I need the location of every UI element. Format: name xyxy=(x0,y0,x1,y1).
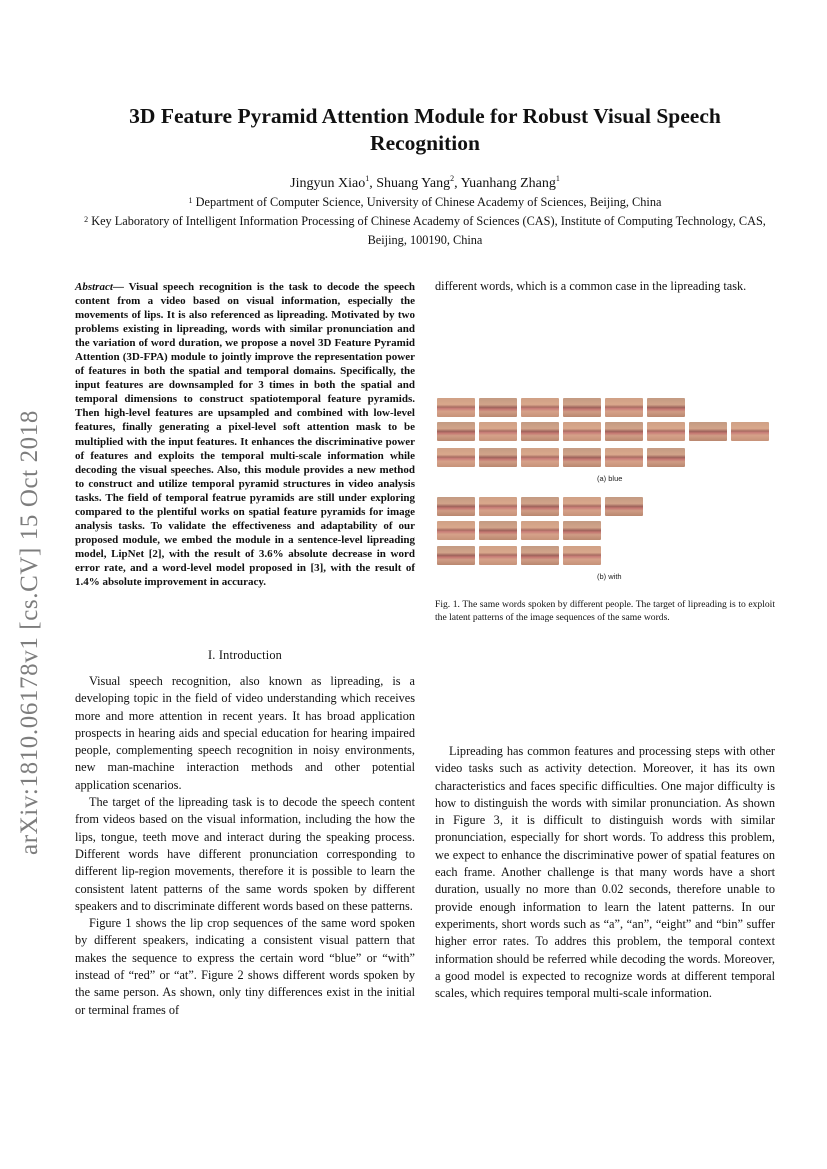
lip-frame-image xyxy=(647,422,685,441)
lip-frame-image xyxy=(563,497,601,516)
lip-frame-image xyxy=(521,398,559,417)
author-affiliation-mark: 1 xyxy=(365,174,370,183)
lip-frame-image xyxy=(563,546,601,565)
lip-frame-image xyxy=(605,497,643,516)
lip-frame-image xyxy=(437,448,475,467)
lip-frame-image xyxy=(437,398,475,417)
right-column-text xyxy=(435,743,775,1002)
lip-frame-image xyxy=(479,398,517,417)
lip-frame-image xyxy=(479,521,517,540)
paragraph: The target of the lipreading task is to decode the speech content from videos based on the visual information, including the how the lips, tongue, teeth move and interact during the speaking process. Different words have different pronunciation corresponding to different lip-region movements, therefore it is possible to learn the consistent latent patterns of the same words spoken by different speakers and to discriminate different words based on these patterns. xyxy=(75,795,415,913)
author-name: Yuanhang Zhang xyxy=(460,176,556,191)
affiliation-mark: 1 xyxy=(188,196,193,205)
abstract-text: — Visual speech recognition is the task to decode the speech content from a video based on visual information, especially the movements of lips. It is also referenced as lipreading. Motivated by two problems existing in lipreading, words with similar pronunciation and the variation of word duration, we propose a novel 3D Feature Pyramid Attention (3D-FPA) module to jointly improve the representation power of features in both the spatial and temporal domains. Specifically, the input features are downsampled for 3 times in both the spatial and temporal dimensions to construct spatiotemporal feature pyramids. Then high-level features are upsampled and combined with low-level features, finally generating a pixel-level soft attention mask to be multiplied with the input features. It enhances the discriminative power of features and exploits the temporal multi-scale information while decoding the visual speeches. Also, this module provides a new method to construct and utilize temporal pyramid structures in video analysis tasks. The field of temporal featrue pyramids are still under exploring compared to the plentiful works on spatial feature pyramids for image analysis tasks. To validate the effectiveness and adaptability of our proposed module, we embed the module in a sentence-level lipreading model, LipNet [2], with the result of 3.6% absolute decrease in word error rate, and a word-level model proposed in [3], with the result of 1.4% absolute improvement in accuracy. xyxy=(75,281,415,588)
lip-frame-image xyxy=(521,422,559,441)
figure-caption: Fig. 1. The same words spoken by different people. The target of lipreading is to exploit the latent patterns of the image sequences of the same words. xyxy=(435,599,775,623)
lip-frame-image xyxy=(521,546,559,565)
author-affiliation-mark: 2 xyxy=(450,174,455,183)
lip-frame-image xyxy=(521,448,559,467)
lip-frame-image xyxy=(731,422,769,441)
lip-frame-image xyxy=(563,521,601,540)
lip-frame-image xyxy=(605,422,643,441)
lip-frame-image xyxy=(605,448,643,467)
lip-frame-image xyxy=(647,398,685,417)
affiliation-text: Key Laboratory of Intelligent Information Processing of Chinese Academy of Sciences (CAS), Institute of Computing Technology, CAS, Beijing, 100190, China xyxy=(91,214,766,247)
lip-frame-image xyxy=(479,546,517,565)
affiliation-text: Department of Computer Science, University of Chinese Academy of Sciences, Beijing, China xyxy=(195,195,662,209)
author-name: Shuang Yang xyxy=(376,176,451,191)
lip-frame-image xyxy=(479,497,517,516)
author-affiliation-mark: 1 xyxy=(555,174,560,183)
author-list: Jingyun Xiao$^1$, Shuang Yang$^2$, Yuanhang Zhang$^1$ xyxy=(290,174,560,191)
abstract xyxy=(75,280,415,589)
lip-frame-image xyxy=(605,398,643,417)
figure-1-lip-sequences xyxy=(437,398,773,588)
affiliation-mark: 2 xyxy=(84,215,89,224)
paragraph: Visual speech recognition, also known as lipreading, is a developing topic in the field of video understanding which receives more and more attention in recent years. It has broad application prospects in hearing aids and special education for hearing impaired people, complementing speech recognition in noisy environments, new man-machine interaction methods and other potential application scenarios. xyxy=(75,674,415,792)
lip-frame-image xyxy=(479,448,517,467)
lip-frame-image xyxy=(647,448,685,467)
lip-frame-image xyxy=(437,521,475,540)
affiliation-2 xyxy=(80,212,770,250)
abstract-label: Abstract xyxy=(75,281,113,293)
paragraph: Lipreading has common features and processing steps with other video tasks such as activity detection. Moreover, it has its own characteristics and faces specific difficulties. One major difficulty is how to distinguish the words with similar pronunciation. As shown in Figure 3, it is difficult to distinguish words with similar pronunciation, especially for short words. To address this problem, we expect to enhance the discriminative power of spatial features on each frame. Another challenge is that many words have a short duration, usually no more than 0.02 seconds, therefore unable to provide enough information to learn the latent patterns. In our experiments, short words such as “a”, “an”, “eight” and “bin” suffer higher error rates. To addres this problem, the temporal context information should be referred while decoding the words. Moreover, a good model is expected to recognize words at different temporal scales, which requires temporal multi-scale information. xyxy=(435,744,775,1001)
lip-frame-image xyxy=(479,422,517,441)
paper-title: 3D Feature Pyramid Attention Module for Robust Visual Speech Recognition xyxy=(129,104,721,155)
introduction-text xyxy=(75,673,415,1019)
lip-frame-image xyxy=(521,521,559,540)
right-column-continuation: different words, which is a common case in the lipreading task. xyxy=(435,279,747,293)
affiliation-1 xyxy=(80,193,770,212)
subfigure-caption: (a) blue xyxy=(597,474,623,483)
arxiv-identifier: arXiv:1810.06178v1 [cs.CV] 15 Oct 2018 xyxy=(16,410,43,855)
section-heading: I. Introduction xyxy=(207,648,283,662)
lip-frame-image xyxy=(689,422,727,441)
lip-frame-image xyxy=(563,448,601,467)
lip-frame-image xyxy=(563,422,601,441)
lip-frame-image xyxy=(563,398,601,417)
author-name: Jingyun Xiao xyxy=(290,176,366,191)
paragraph: Figure 1 shows the lip crop sequences of the same word spoken by different speakers, indicating a consistent visual pattern that makes the sequence to express the certain word “blue” or “with” instead of “red” or “at”. Figure 2 shows different words spoken by the same person. As shown, only tiny differences exist in the initial or terminal frames of xyxy=(75,916,415,1017)
lip-frame-image xyxy=(437,546,475,565)
lip-frame-image xyxy=(437,497,475,516)
subfigure-caption: (b) with xyxy=(597,572,622,581)
lip-frame-image xyxy=(437,422,475,441)
lip-frame-image xyxy=(521,497,559,516)
